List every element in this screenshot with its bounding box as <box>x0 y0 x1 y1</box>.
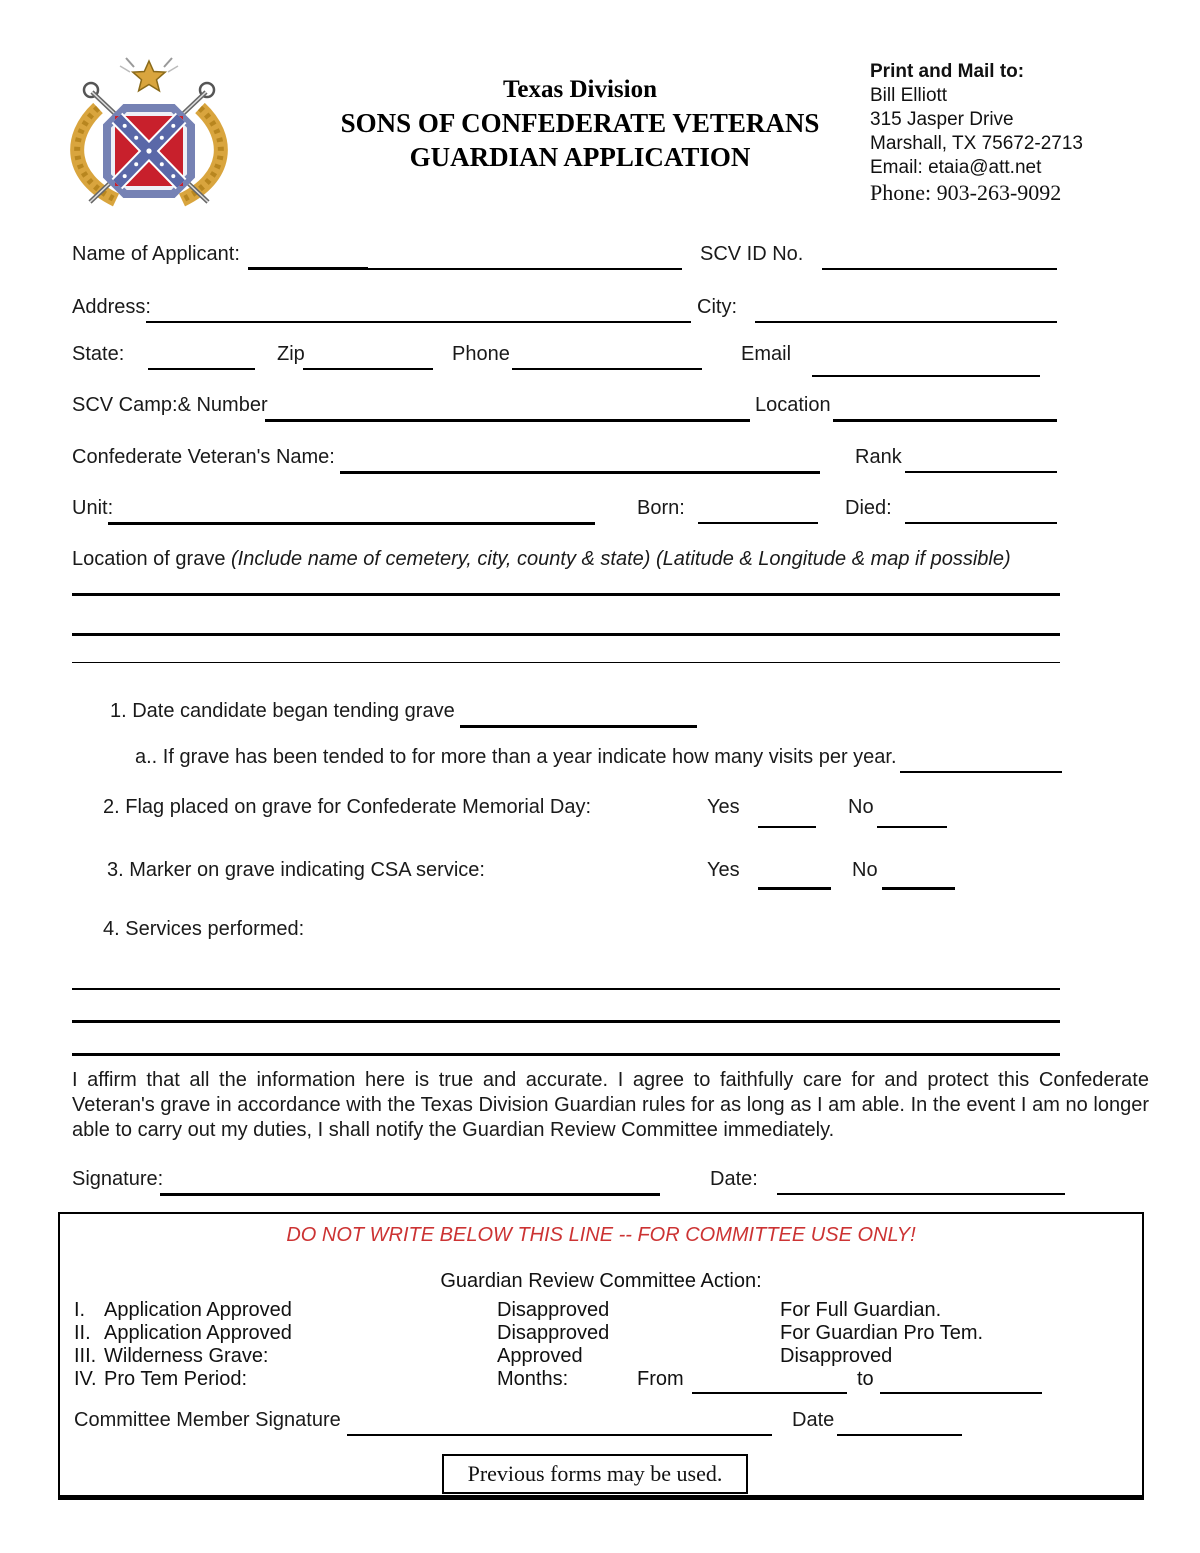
born-line[interactable] <box>698 522 818 524</box>
previous-forms-note: Previous forms may be used. <box>467 1461 723 1486</box>
mail-to-street: 315 Jasper Drive <box>870 109 1014 130</box>
affirmation-paragraph: I affirm that all the information here is true and accurate. I agree to faithfully care for and protect this Confederate Veteran's grave in accordance with the Texas Division Guardian rules for as long as I am able. In the event I am no longer able to carry out my duties, I shall notify the Guardian Review Committee immediately. <box>72 1069 1149 1141</box>
q2-no-label: No <box>848 796 874 818</box>
q2-yes-label: Yes <box>707 796 740 818</box>
row3-col1: Wilderness Grave: <box>104 1345 269 1367</box>
city-label: City: <box>697 296 737 318</box>
row3-numeral: III. <box>74 1345 97 1367</box>
row2-numeral: II. <box>74 1322 91 1344</box>
scv-camp-line[interactable] <box>265 419 750 422</box>
committee-signature-line[interactable] <box>347 1434 772 1436</box>
title-division: Texas Division <box>503 76 657 103</box>
state-label: State: <box>72 343 125 365</box>
email-line[interactable] <box>812 375 1040 377</box>
protem-from-label: From <box>637 1368 684 1390</box>
mail-to-heading: Print and Mail to: <box>870 61 1025 82</box>
q2-yes-line[interactable] <box>758 826 816 828</box>
grave-location-label-text: Location of grave <box>72 548 231 570</box>
title-application: GUARDIAN APPLICATION <box>409 142 751 172</box>
zip-line[interactable] <box>303 368 433 370</box>
committee-use-box <box>58 1212 1144 1500</box>
scv-camp-label: SCV Camp:& Number <box>72 394 268 416</box>
name-of-applicant-label: Name of Applicant: <box>72 243 240 265</box>
committee-date-label: Date <box>792 1409 835 1431</box>
q4-label: 4. Services performed: <box>103 918 305 940</box>
row2-col1: Application Approved <box>104 1322 292 1344</box>
died-label: Died: <box>845 497 892 519</box>
services-line-2[interactable] <box>72 1020 1060 1023</box>
protem-from-line[interactable] <box>692 1392 847 1394</box>
mail-to-email: Email: etaia@att.net <box>870 157 1042 178</box>
q3-yes-label: Yes <box>707 859 740 881</box>
committee-date-line[interactable] <box>837 1434 962 1436</box>
rank-label: Rank <box>855 446 902 468</box>
protem-to-line[interactable] <box>880 1392 1042 1394</box>
protem-to-label: to <box>857 1368 874 1390</box>
born-label: Born: <box>637 497 685 519</box>
address-line[interactable] <box>146 321 691 323</box>
mail-to-block <box>870 60 1083 205</box>
mail-to-phone: Phone: 903-263-9092 <box>870 180 1062 205</box>
mail-to-name: Bill Elliott <box>870 85 948 106</box>
row2-col3: For Guardian Pro Tem. <box>780 1322 984 1344</box>
scv-emblem-logo <box>58 50 240 218</box>
row4-col2: Months: <box>497 1368 569 1390</box>
q1a-label: a.. If grave has been tended to for more than a year indicate how many visits per year. <box>135 746 897 768</box>
address-label: Address: <box>72 296 151 318</box>
q2-label: 2. Flag placed on grave for Confederate Memorial Day: <box>103 796 592 818</box>
form-title <box>290 76 870 173</box>
signature-date-line[interactable] <box>777 1193 1065 1195</box>
unit-line[interactable] <box>108 522 595 525</box>
scv-id-line[interactable] <box>822 268 1057 270</box>
name-of-applicant-line-segment[interactable] <box>248 267 368 270</box>
city-line[interactable] <box>755 321 1057 323</box>
row1-col2: Disapproved <box>497 1299 610 1321</box>
row4-numeral: IV. <box>74 1368 97 1390</box>
signature-date-label: Date: <box>710 1168 758 1190</box>
q1-date-line[interactable] <box>460 725 697 728</box>
veteran-name-line[interactable] <box>340 471 820 474</box>
rank-line[interactable] <box>905 471 1057 473</box>
committee-signature-label: Committee Member Signature <box>74 1409 341 1431</box>
died-line[interactable] <box>905 522 1057 524</box>
q3-label: 3. Marker on grave indicating CSA service: <box>107 859 485 881</box>
scv-id-label: SCV ID No. <box>700 243 804 265</box>
unit-label: Unit: <box>72 497 114 519</box>
grave-location-note: (Include name of cemetery, city, county & state) (Latitude & Longitude & map if possible) <box>231 548 1011 570</box>
row1-numeral: I. <box>74 1299 86 1321</box>
grave-location-label <box>72 548 1011 571</box>
q1a-visits-line[interactable] <box>900 771 1062 773</box>
q3-no-line[interactable] <box>882 887 955 890</box>
committee-warning: DO NOT WRITE BELOW THIS LINE -- FOR COMMITTEE USE ONLY! <box>286 1224 916 1246</box>
services-line-3[interactable] <box>72 1053 1060 1056</box>
row3-col3: Disapproved <box>780 1345 893 1367</box>
signature-line[interactable] <box>160 1193 660 1196</box>
row3-col2: Approved <box>497 1345 583 1367</box>
row2-col2: Disapproved <box>497 1322 610 1344</box>
row1-col3: For Full Guardian. <box>780 1299 942 1321</box>
services-line-1[interactable] <box>72 988 1060 990</box>
title-organization: SONS OF CONFEDERATE VETERANS <box>340 108 820 138</box>
grave-location-line-1[interactable] <box>72 593 1060 596</box>
q3-no-label: No <box>852 859 878 881</box>
location-line[interactable] <box>833 419 1057 422</box>
veteran-name-label: Confederate Veteran's Name: <box>72 446 335 468</box>
q2-no-line[interactable] <box>877 826 947 828</box>
row1-col1: Application Approved <box>104 1299 292 1321</box>
grave-location-line-3[interactable] <box>72 662 1060 663</box>
email-label: Email <box>741 343 792 365</box>
location-label: Location <box>755 394 831 416</box>
grave-location-line-2[interactable] <box>72 633 1060 636</box>
row4-col1: Pro Tem Period: <box>104 1368 248 1390</box>
previous-forms-note-box <box>442 1454 748 1494</box>
state-line[interactable] <box>148 368 255 370</box>
mail-to-city: Marshall, TX 75672-2713 <box>870 133 1083 154</box>
signature-label: Signature: <box>72 1168 164 1190</box>
q3-yes-line[interactable] <box>758 887 831 890</box>
phone-label: Phone <box>452 343 510 365</box>
committee-action-title: Guardian Review Committee Action: <box>440 1270 762 1292</box>
zip-label: Zip <box>277 343 305 365</box>
phone-line[interactable] <box>512 368 702 370</box>
q1-label: 1. Date candidate began tending grave <box>110 700 455 722</box>
